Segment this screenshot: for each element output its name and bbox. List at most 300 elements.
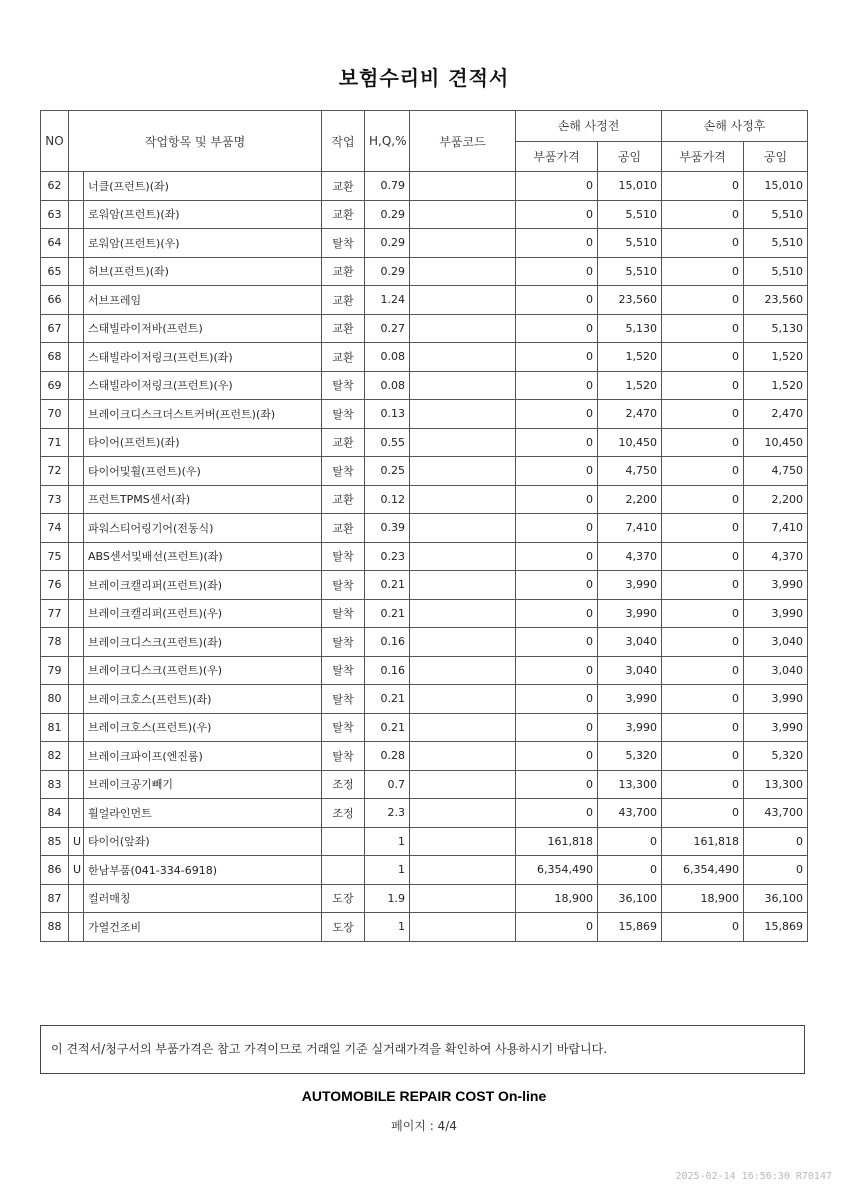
cell-part-code [410, 257, 516, 286]
header-no: NO [41, 111, 69, 172]
header-labor-before: 공임 [598, 141, 662, 172]
cell-labor-after: 5,130 [744, 314, 808, 343]
cell-labor-after: 3,040 [744, 628, 808, 657]
cell-item-name: ABS센서및배선(프런트)(좌) [84, 542, 322, 571]
cell-labor-after: 4,370 [744, 542, 808, 571]
cell-work-type [322, 856, 365, 885]
table-row [41, 599, 808, 628]
cell-part-price-before: 0 [516, 713, 598, 742]
cell-part-price-before: 0 [516, 599, 598, 628]
cell-no: 85 [41, 827, 69, 856]
cell-item-name: 가열건조비 [84, 913, 322, 942]
cell-work-type: 교환 [322, 343, 365, 372]
cell-flag [69, 485, 84, 514]
cell-labor-before: 3,040 [598, 628, 662, 657]
cell-part-code [410, 286, 516, 315]
cell-part-price-after: 0 [662, 485, 744, 514]
cell-flag [69, 742, 84, 771]
cell-item-name: 로워암(프런트)(우) [84, 229, 322, 258]
cell-item-name: 브레이크디스크(프런트)(좌) [84, 628, 322, 657]
cell-flag [69, 542, 84, 571]
header-labor-after: 공임 [744, 141, 808, 172]
cell-work-type: 탈착 [322, 229, 365, 258]
cell-part-price-after: 0 [662, 286, 744, 315]
cell-no: 87 [41, 884, 69, 913]
cell-part-price-after: 0 [662, 371, 744, 400]
cell-labor-after: 3,990 [744, 599, 808, 628]
cell-part-code [410, 314, 516, 343]
cell-work-type: 교환 [322, 286, 365, 315]
table-row [41, 514, 808, 543]
cell-labor-before: 10,450 [598, 428, 662, 457]
cell-no: 68 [41, 343, 69, 372]
cell-work-type [322, 827, 365, 856]
cell-part-price-before: 0 [516, 656, 598, 685]
cell-labor-after: 2,470 [744, 400, 808, 429]
page-indicator: 페이지 : 4/4 [391, 1119, 457, 1133]
cell-no: 78 [41, 628, 69, 657]
table-row [41, 884, 808, 913]
cell-work-type: 탈착 [322, 400, 365, 429]
cell-hq: 1.9 [365, 884, 410, 913]
cell-part-price-after: 0 [662, 514, 744, 543]
cell-hq: 0.23 [365, 542, 410, 571]
cell-labor-before: 4,370 [598, 542, 662, 571]
cell-part-code [410, 542, 516, 571]
cell-part-price-after: 18,900 [662, 884, 744, 913]
table-row [41, 799, 808, 828]
cell-flag [69, 172, 84, 201]
cell-part-price-after: 0 [662, 628, 744, 657]
cell-work-type: 탈착 [322, 628, 365, 657]
cell-item-name: 서브프레임 [84, 286, 322, 315]
table-row [41, 542, 808, 571]
cell-no: 67 [41, 314, 69, 343]
table-row [41, 656, 808, 685]
cell-hq: 2.3 [365, 799, 410, 828]
cell-item-name: 브레이크디스크(프런트)(우) [84, 656, 322, 685]
cell-part-price-after: 6,354,490 [662, 856, 744, 885]
cell-part-price-before: 0 [516, 571, 598, 600]
cell-part-price-before: 0 [516, 343, 598, 372]
cell-part-price-before: 0 [516, 229, 598, 258]
cell-item-name: 브레이크호스(프런트)(좌) [84, 685, 322, 714]
cell-work-type: 조정 [322, 799, 365, 828]
cell-hq: 1 [365, 913, 410, 942]
cell-flag [69, 599, 84, 628]
cell-item-name: 브레이크호스(프런트)(우) [84, 713, 322, 742]
document-title: 보험수리비 견적서 [338, 66, 510, 90]
cell-hq: 0.39 [365, 514, 410, 543]
cell-no: 83 [41, 770, 69, 799]
cell-labor-before: 3,990 [598, 713, 662, 742]
cell-item-name: 허브(프런트)(좌) [84, 257, 322, 286]
cell-hq: 0.16 [365, 656, 410, 685]
cell-item-name: 브레이크캘리퍼(프런트)(좌) [84, 571, 322, 600]
table-row [41, 770, 808, 799]
cell-flag: U [69, 827, 84, 856]
cell-hq: 0.28 [365, 742, 410, 771]
cell-work-type: 도장 [322, 913, 365, 942]
cell-part-price-before: 0 [516, 770, 598, 799]
table-row [41, 856, 808, 885]
cell-hq: 0.12 [365, 485, 410, 514]
cell-no: 71 [41, 428, 69, 457]
cell-labor-before: 5,320 [598, 742, 662, 771]
cell-part-code [410, 371, 516, 400]
cell-flag [69, 229, 84, 258]
cell-labor-after: 1,520 [744, 371, 808, 400]
cell-no: 81 [41, 713, 69, 742]
cell-work-type: 탈착 [322, 685, 365, 714]
cell-labor-before: 0 [598, 827, 662, 856]
cell-flag [69, 656, 84, 685]
cell-part-price-after: 0 [662, 200, 744, 229]
cell-labor-after: 3,990 [744, 713, 808, 742]
cell-labor-before: 15,010 [598, 172, 662, 201]
cell-part-price-after: 0 [662, 457, 744, 486]
cell-hq: 0.21 [365, 571, 410, 600]
cell-labor-before: 36,100 [598, 884, 662, 913]
cell-part-price-before: 0 [516, 685, 598, 714]
cell-labor-before: 23,560 [598, 286, 662, 315]
cell-labor-after: 5,510 [744, 200, 808, 229]
cell-item-name: 브레이크공기빼기 [84, 770, 322, 799]
estimate-table [40, 110, 808, 942]
cell-labor-before: 7,410 [598, 514, 662, 543]
cell-part-price-after: 0 [662, 257, 744, 286]
cell-part-price-before: 0 [516, 172, 598, 201]
cell-part-code [410, 457, 516, 486]
cell-item-name: 너클(프런트)(좌) [84, 172, 322, 201]
cell-part-price-before: 0 [516, 542, 598, 571]
cell-work-type: 교환 [322, 257, 365, 286]
cell-item-name: 파워스티어링기어(전동식) [84, 514, 322, 543]
cell-part-price-after: 0 [662, 913, 744, 942]
cell-work-type: 탈착 [322, 371, 365, 400]
cell-flag [69, 257, 84, 286]
cell-part-code [410, 656, 516, 685]
cell-hq: 0.08 [365, 371, 410, 400]
cell-labor-before: 2,470 [598, 400, 662, 429]
cell-hq: 1 [365, 856, 410, 885]
cell-hq: 0.08 [365, 343, 410, 372]
cell-no: 88 [41, 913, 69, 942]
cell-item-name: 브레이크디스크더스트커버(프런트)(좌) [84, 400, 322, 429]
cell-labor-before: 43,700 [598, 799, 662, 828]
cell-part-price-after: 0 [662, 428, 744, 457]
cell-part-code [410, 514, 516, 543]
cell-labor-after: 43,700 [744, 799, 808, 828]
cell-part-code [410, 827, 516, 856]
cell-hq: 0.21 [365, 685, 410, 714]
cell-item-name: 휠얼라인먼트 [84, 799, 322, 828]
cell-labor-before: 15,869 [598, 913, 662, 942]
cell-flag [69, 884, 84, 913]
cell-labor-before: 3,040 [598, 656, 662, 685]
cell-item-name: 로워암(프런트)(좌) [84, 200, 322, 229]
cell-labor-after: 2,200 [744, 485, 808, 514]
cell-labor-after: 23,560 [744, 286, 808, 315]
header-work: 작업 [322, 111, 365, 172]
header-part-code: 부품코드 [410, 111, 516, 172]
cell-part-code [410, 599, 516, 628]
cell-item-name: 타이어및휠(프런트)(우) [84, 457, 322, 486]
cell-labor-after: 13,300 [744, 770, 808, 799]
cell-labor-after: 1,520 [744, 343, 808, 372]
cell-hq: 1 [365, 827, 410, 856]
table-body [41, 172, 808, 942]
cell-item-name: 스태빌라이저링크(프런트)(좌) [84, 343, 322, 372]
table-row [41, 257, 808, 286]
table-row [41, 172, 808, 201]
cell-part-code [410, 913, 516, 942]
cell-flag [69, 571, 84, 600]
cell-flag [69, 314, 84, 343]
cell-labor-before: 4,750 [598, 457, 662, 486]
cell-hq: 0.7 [365, 770, 410, 799]
table-row [41, 428, 808, 457]
cell-hq: 0.25 [365, 457, 410, 486]
cell-no: 63 [41, 200, 69, 229]
cell-item-name: 브레이크캘리퍼(프런트)(우) [84, 599, 322, 628]
cell-part-code [410, 200, 516, 229]
cell-part-price-after: 0 [662, 713, 744, 742]
cell-work-type: 교환 [322, 172, 365, 201]
cell-flag [69, 685, 84, 714]
cell-part-code [410, 770, 516, 799]
table-row [41, 685, 808, 714]
table-header [41, 111, 808, 172]
cell-labor-before: 2,200 [598, 485, 662, 514]
cell-labor-after: 36,100 [744, 884, 808, 913]
cell-flag [69, 913, 84, 942]
cell-part-price-after: 0 [662, 172, 744, 201]
cell-flag [69, 200, 84, 229]
cell-item-name: 컬러매칭 [84, 884, 322, 913]
cell-work-type: 도장 [322, 884, 365, 913]
cell-flag [69, 514, 84, 543]
cell-labor-before: 5,510 [598, 257, 662, 286]
cell-part-price-after: 0 [662, 685, 744, 714]
cell-work-type: 교환 [322, 314, 365, 343]
cell-work-type: 교환 [322, 200, 365, 229]
cell-labor-after: 3,990 [744, 685, 808, 714]
header-before-adjustment: 손해 사정전 [516, 111, 662, 142]
cell-part-code [410, 343, 516, 372]
cell-part-price-before: 0 [516, 428, 598, 457]
cell-part-price-after: 0 [662, 770, 744, 799]
cell-part-price-before: 0 [516, 485, 598, 514]
cell-no: 73 [41, 485, 69, 514]
table-row [41, 200, 808, 229]
cell-labor-before: 1,520 [598, 371, 662, 400]
cell-work-type: 교환 [322, 428, 365, 457]
cell-part-code [410, 856, 516, 885]
cell-labor-before: 5,130 [598, 314, 662, 343]
cell-item-name: 스태빌라이저링크(프런트)(우) [84, 371, 322, 400]
cell-part-code [410, 428, 516, 457]
cell-flag [69, 371, 84, 400]
cell-labor-after: 0 [744, 856, 808, 885]
cell-no: 82 [41, 742, 69, 771]
cell-labor-before: 3,990 [598, 685, 662, 714]
cell-part-code [410, 884, 516, 913]
cell-no: 74 [41, 514, 69, 543]
cell-part-price-before: 0 [516, 257, 598, 286]
cell-part-price-before: 0 [516, 371, 598, 400]
cell-part-code [410, 229, 516, 258]
cell-work-type: 교환 [322, 485, 365, 514]
table-row [41, 229, 808, 258]
cell-hq: 0.29 [365, 200, 410, 229]
cell-no: 64 [41, 229, 69, 258]
cell-hq: 0.29 [365, 257, 410, 286]
cell-labor-before: 13,300 [598, 770, 662, 799]
cell-flag [69, 400, 84, 429]
header-part-price-before: 부품가격 [516, 141, 598, 172]
cell-part-price-before: 161,818 [516, 827, 598, 856]
cell-part-code [410, 713, 516, 742]
cell-hq: 0.21 [365, 599, 410, 628]
cell-labor-after: 7,410 [744, 514, 808, 543]
cell-part-code [410, 172, 516, 201]
cell-item-name: 타이어(앞좌) [84, 827, 322, 856]
cell-no: 77 [41, 599, 69, 628]
cell-no: 72 [41, 457, 69, 486]
cell-item-name: 브레이크파이프(엔진룸) [84, 742, 322, 771]
cell-flag [69, 457, 84, 486]
cell-part-price-after: 0 [662, 542, 744, 571]
cell-flag: U [69, 856, 84, 885]
cell-item-name: 스태빌라이저바(프런트) [84, 314, 322, 343]
cell-part-price-after: 0 [662, 400, 744, 429]
header-after-adjustment: 손해 사정후 [662, 111, 808, 142]
cell-labor-after: 5,510 [744, 257, 808, 286]
header-item: 작업항목 및 부품명 [69, 111, 322, 172]
table-row [41, 742, 808, 771]
cell-part-price-after: 0 [662, 229, 744, 258]
cell-part-price-before: 0 [516, 514, 598, 543]
cell-no: 69 [41, 371, 69, 400]
cell-labor-after: 15,010 [744, 172, 808, 201]
cell-flag [69, 770, 84, 799]
cell-flag [69, 343, 84, 372]
cell-hq: 0.21 [365, 713, 410, 742]
cell-work-type: 탈착 [322, 713, 365, 742]
cell-work-type: 교환 [322, 514, 365, 543]
cell-part-price-after: 0 [662, 742, 744, 771]
table-row [41, 485, 808, 514]
cell-hq: 0.13 [365, 400, 410, 429]
cell-labor-after: 3,040 [744, 656, 808, 685]
cell-hq: 1.24 [365, 286, 410, 315]
cell-flag [69, 799, 84, 828]
table-row [41, 713, 808, 742]
table-row [41, 457, 808, 486]
cell-work-type: 탈착 [322, 656, 365, 685]
cell-part-price-after: 0 [662, 656, 744, 685]
cell-part-price-after: 161,818 [662, 827, 744, 856]
table-row [41, 400, 808, 429]
table-row [41, 314, 808, 343]
cell-part-code [410, 685, 516, 714]
cell-part-code [410, 799, 516, 828]
print-timestamp: 2025-02-14 16:56:30 R70147 [675, 1171, 832, 1182]
cell-no: 75 [41, 542, 69, 571]
table-row [41, 628, 808, 657]
cell-no: 84 [41, 799, 69, 828]
cell-part-price-after: 0 [662, 799, 744, 828]
cell-work-type: 탈착 [322, 742, 365, 771]
cell-part-code [410, 571, 516, 600]
cell-no: 86 [41, 856, 69, 885]
cell-part-price-before: 0 [516, 799, 598, 828]
header-part-price-after: 부품가격 [662, 141, 744, 172]
table-row [41, 571, 808, 600]
cell-flag [69, 628, 84, 657]
cell-work-type: 탈착 [322, 457, 365, 486]
table-row [41, 286, 808, 315]
cell-work-type: 탈착 [322, 542, 365, 571]
cell-hq: 0.16 [365, 628, 410, 657]
cell-part-price-before: 0 [516, 742, 598, 771]
cell-labor-before: 1,520 [598, 343, 662, 372]
cell-labor-after: 0 [744, 827, 808, 856]
cell-no: 65 [41, 257, 69, 286]
cell-part-price-after: 0 [662, 343, 744, 372]
cell-labor-before: 5,510 [598, 229, 662, 258]
cell-no: 79 [41, 656, 69, 685]
cell-no: 76 [41, 571, 69, 600]
cell-part-price-after: 0 [662, 314, 744, 343]
cell-flag [69, 428, 84, 457]
cell-item-name: 프런트TPMS센서(좌) [84, 485, 322, 514]
cell-labor-before: 3,990 [598, 571, 662, 600]
cell-part-code [410, 400, 516, 429]
table-row [41, 371, 808, 400]
cell-no: 80 [41, 685, 69, 714]
cell-no: 66 [41, 286, 69, 315]
cell-no: 70 [41, 400, 69, 429]
cell-flag [69, 286, 84, 315]
cell-item-name: 한남부품(041-334-6918) [84, 856, 322, 885]
footer-title: AUTOMOBILE REPAIR COST On-line [301, 1088, 547, 1104]
cell-hq: 0.27 [365, 314, 410, 343]
cell-work-type: 조정 [322, 770, 365, 799]
header-hq: H,Q,% [365, 111, 410, 172]
cell-no: 62 [41, 172, 69, 201]
cell-part-code [410, 742, 516, 771]
cell-labor-after: 10,450 [744, 428, 808, 457]
cell-flag [69, 713, 84, 742]
cell-part-price-after: 0 [662, 599, 744, 628]
cell-work-type: 탈착 [322, 571, 365, 600]
cell-part-price-before: 0 [516, 457, 598, 486]
cell-part-price-before: 18,900 [516, 884, 598, 913]
cell-part-code [410, 485, 516, 514]
cell-item-name: 타이어(프런트)(좌) [84, 428, 322, 457]
cell-part-price-before: 0 [516, 286, 598, 315]
table-row [41, 343, 808, 372]
cell-labor-before: 3,990 [598, 599, 662, 628]
cell-labor-before: 0 [598, 856, 662, 885]
cell-part-price-before: 0 [516, 628, 598, 657]
cell-part-code [410, 628, 516, 657]
cell-labor-after: 5,510 [744, 229, 808, 258]
cell-labor-after: 15,869 [744, 913, 808, 942]
cell-hq: 0.29 [365, 229, 410, 258]
